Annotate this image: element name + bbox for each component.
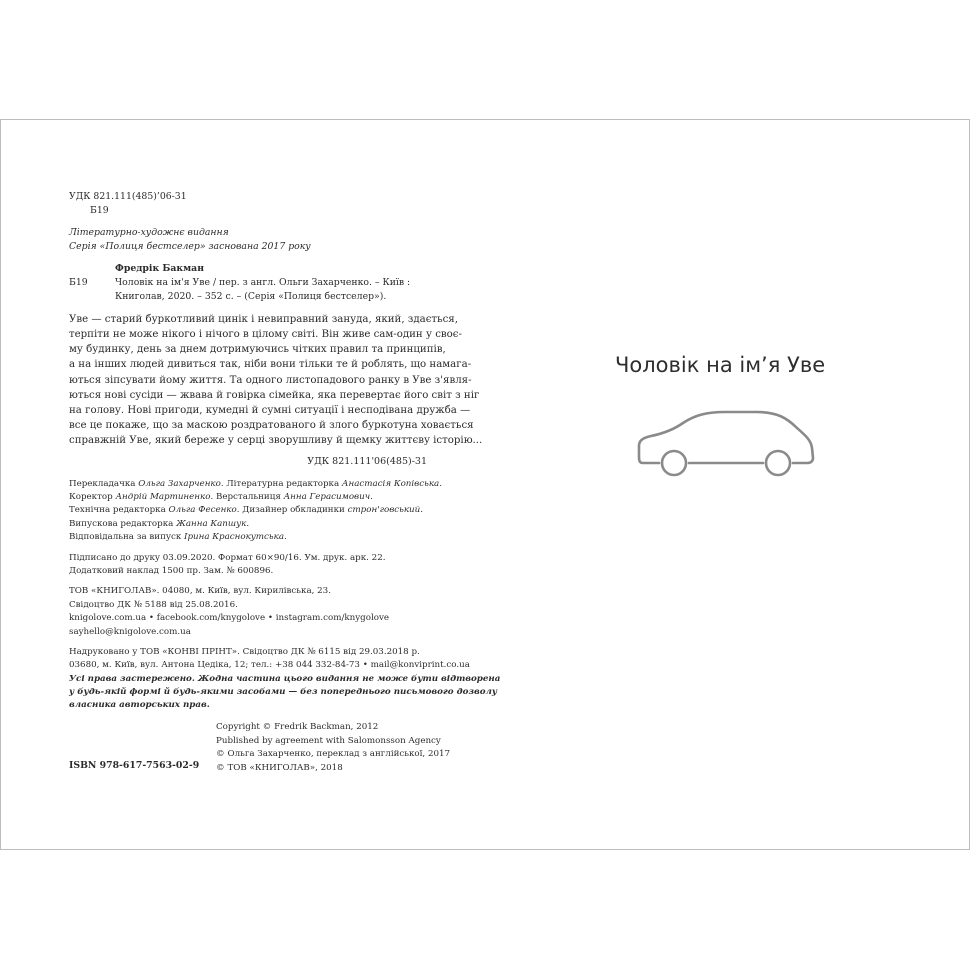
bib-line: Книголав, 2020. – 352 с. – (Серія «Полиця бестселер»).	[115, 290, 387, 302]
credit-label: Відповідальна за випуск	[69, 532, 185, 543]
publisher-email: sayhello@knigolove.com.ua	[69, 626, 191, 637]
credit-name: Ольга Фесенко	[168, 505, 237, 516]
rights-notice	[69, 673, 501, 713]
bib-line: Чоловік на ім'я Уве / пер. з англ. Ольги Захарченко. – Київ :	[115, 276, 411, 288]
credit-dot: .	[284, 532, 287, 543]
bibliographic-record	[69, 276, 429, 303]
credit-name: Андрій Мартиненко	[115, 492, 211, 502]
annotation-line: все це покаже, що за маскою роздратованого й злого буркотуна ховається	[69, 419, 474, 431]
credits-line	[69, 491, 429, 504]
udk-top: УДК 821.111(485)’06-31	[69, 191, 187, 202]
annotation-line: на голову. Нові пригоди, кумедні й сумні ситуації і несподівана дружба —	[69, 404, 471, 416]
print-info: Додатковий наклад 1500 пр. Зам. № 600896.	[69, 566, 274, 577]
car-front-wheel	[662, 451, 686, 475]
credit-name: Ольга Захарченко	[138, 478, 221, 489]
code-top: Б19	[90, 204, 109, 216]
annotation-line: терпіти не може нікого і нічого в цілому світі. Він живе сам-один у своє-	[69, 329, 462, 341]
udk-bottom: УДК 821.111'06(485)-31	[307, 456, 427, 467]
copyright-line: Published by agreement with Salomonsson Agency	[216, 735, 441, 746]
credit-label: . Дизайнер обкладинки	[236, 505, 348, 516]
credit-dot: .	[439, 478, 442, 489]
credits-line	[69, 518, 429, 531]
series-founded: Серія «Полиця бестселер» заснована 2017 року	[69, 240, 311, 252]
genre: Літературно-художнє видання	[69, 227, 229, 239]
car-rear-wheel	[766, 451, 790, 475]
annotation-line: а на інших людей дивиться так, ніби вони тільки те й роблять, що намага-	[69, 359, 472, 371]
credit-dot: .	[370, 492, 373, 502]
rights-line: Усі права застережено. Жодна частина цього видання не може бути відтворена	[69, 673, 501, 684]
author: Фредрік Бакман	[115, 263, 205, 275]
copyright-line: Copyright © Fredrik Backman, 2012	[216, 722, 379, 733]
publisher-links: knigolove.com.ua • facebook.com/knygolove • instagram.com/knygolove	[69, 613, 390, 624]
annotation-line: ються зіпсувати йому життя. Та одного листопадового ранку в Уве з'явля-	[69, 374, 472, 386]
annotation-line: справжній Уве, який береже у серці зворушливу й щемку життєву історію...	[69, 434, 483, 446]
printer-info: Надруковано у ТОВ «КОНВІ ПРІНТ». Свідоцтво ДК № 6115 від 29.03.2018 р.	[69, 647, 420, 658]
credit-label: . Верстальниця	[210, 492, 284, 502]
rights-line: власника авторських прав.	[69, 700, 210, 711]
annotation-line: Уве — старий буркотливий цинік і невиправний зануда, який, здається,	[69, 314, 458, 326]
credits-line	[69, 504, 429, 517]
credit-dot: .	[246, 518, 250, 529]
book-spread	[0, 119, 970, 850]
credit-dot: .	[420, 505, 423, 516]
credits-line	[69, 531, 429, 544]
credit-label: Перекладачка	[69, 478, 139, 489]
credits-line	[69, 478, 442, 491]
credits	[69, 478, 470, 673]
book-title: Чоловік на ім’я Уве	[615, 353, 826, 377]
credit-label: Технічна редакторка	[69, 505, 169, 516]
annotation-line: му будинку, день за днем дотримуючись чітких правил та принципів,	[69, 344, 446, 356]
credit-label: Коректор	[69, 492, 116, 502]
annotation	[69, 312, 483, 448]
copyright-block	[216, 721, 450, 775]
credit-label: . Літературна редакторка	[220, 478, 342, 489]
printer-info: 03680, м. Київ, вул. Антона Цедіка, 12; тел.: +38 044 332-84-73 • mail@konviprint.co.ua	[69, 660, 470, 671]
credit-label: Випускова редакторка	[69, 518, 177, 529]
isbn: ISBN 978-617-7563-02-9	[69, 760, 200, 772]
bib-code: Б19	[69, 276, 88, 288]
credit-name: Анна Герасимович	[283, 492, 371, 502]
imprint-bottom	[69, 721, 451, 781]
annotation-line: ються нові сусіди — жвава й говірка сімейка, яка перевертає його світ з ніг	[69, 389, 480, 401]
publisher-info: Свідоцтво ДК № 5188 від 25.08.2016.	[69, 599, 238, 610]
credit-name: строн'говський	[347, 505, 421, 516]
publisher-info: ТОВ «КНИГОЛАВ». 04080, м. Київ, вул. Кирилівська, 23.	[69, 586, 331, 597]
copyright-line: © ТОВ «КНИГОЛАВ», 2018	[216, 762, 343, 773]
credit-name: Ірина Краснокутська	[184, 532, 284, 543]
car-outline-icon	[637, 408, 817, 480]
credit-name: Анастасія Копівська	[341, 478, 440, 489]
copyright-line: © Ольга Захарченко, переклад з англійської, 2017	[216, 749, 451, 760]
imprint-page	[69, 190, 501, 781]
credit-name: Жанна Капшук	[176, 518, 247, 529]
rights-line: у будь-якій формі й будь-якими засобами — без попереднього письмового дозволу	[69, 687, 498, 698]
print-info: Підписано до друку 03.09.2020. Формат 60×90/16. Ум. друк. арк. 22.	[69, 552, 386, 563]
